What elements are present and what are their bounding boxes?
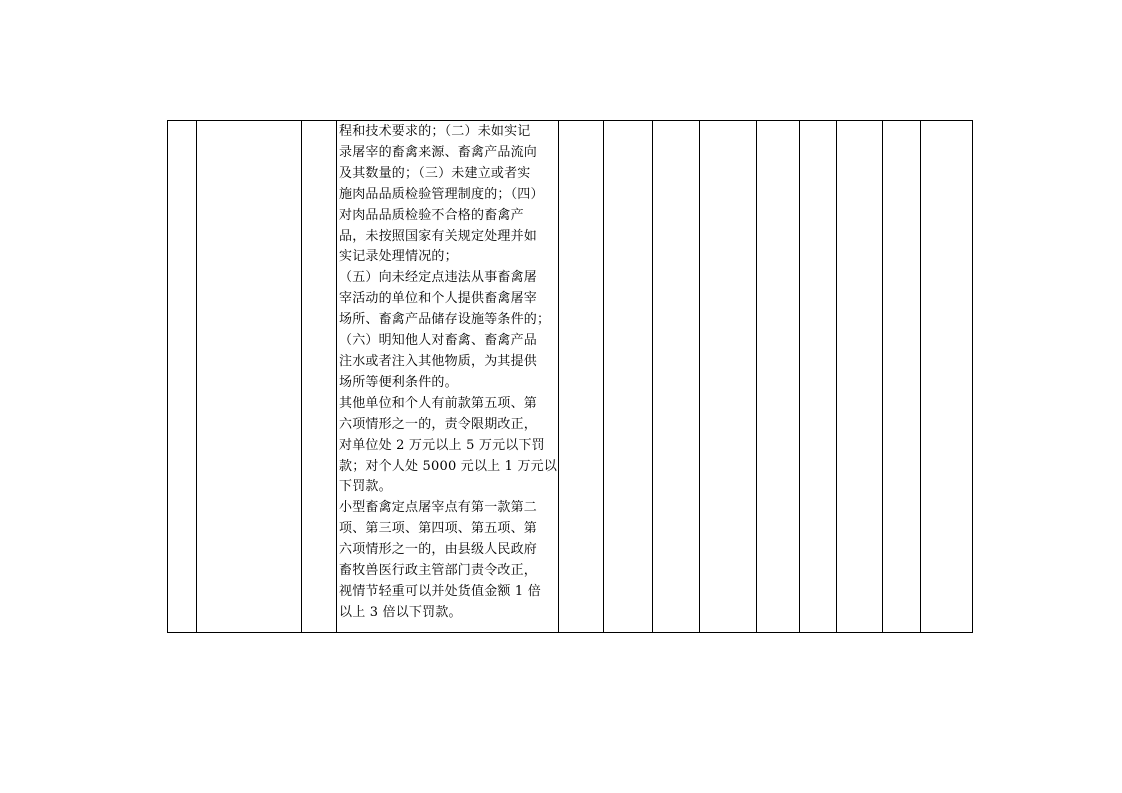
text-line: 下罚款。	[339, 479, 392, 495]
text-line: （五）向未经定点违法从事畜禽屠	[339, 270, 538, 286]
table-cell-empty	[837, 121, 883, 633]
regulation-table	[167, 120, 973, 633]
text-line: 对单位处 2 万元以上 5 万元以下罚	[339, 437, 545, 453]
table-cell-empty	[800, 121, 837, 633]
text-line: 场所等便利条件的。	[339, 374, 458, 390]
text-line: 及其数量的；（三）未建立或者实	[339, 165, 531, 181]
text-line: 其他单位和个人有前款第五项、第	[339, 395, 538, 411]
table-cell-sequence	[168, 121, 197, 633]
table-cell-empty	[559, 121, 604, 633]
table-cell-empty	[604, 121, 653, 633]
text-line: 畜牧兽医行政主管部门责令改正，	[339, 563, 538, 579]
text-line: 实记录处理情况的；	[339, 249, 458, 265]
text-line: （六）明知他人对畜禽、畜禽产品	[339, 333, 538, 349]
text-line: 注水或者注入其他物质，为其提供	[339, 353, 538, 369]
table-cell-empty	[757, 121, 800, 633]
table-cell-penalty-basis	[337, 121, 559, 633]
text-line: 视情节轻重可以并处货值金额 1 倍	[339, 583, 541, 599]
text-line: 施肉品品质检验管理制度的；（四）	[339, 186, 544, 202]
table-row	[168, 121, 973, 633]
text-line: 小型畜禽定点屠宰点有第一款第二	[339, 500, 538, 516]
table-cell-category	[302, 121, 337, 633]
table-cell-item-name	[197, 121, 302, 633]
text-line: 录屠宰的畜禽来源、畜禽产品流向	[339, 144, 538, 160]
text-line: 项、第三项、第四项、第五项、第	[339, 521, 538, 537]
text-line: 程和技术要求的；（二）未如实记	[339, 124, 531, 139]
text-line: 六项情形之一的，由县级人民政府	[339, 542, 538, 558]
text-line: 六项情形之一的，责令限期改正，	[339, 416, 538, 432]
table-cell-empty	[653, 121, 700, 633]
text-line: 款；对个人处 5000 元以上 1 万元以	[339, 458, 558, 474]
text-line: 对肉品品质检验不合格的畜禽产	[339, 207, 524, 223]
text-line: 宰活动的单位和个人提供畜禽屠宰	[339, 291, 538, 307]
text-line: 场所、畜禽产品储存设施等条件的；	[339, 312, 551, 328]
table-cell-empty	[921, 121, 973, 633]
text-line: 以上 3 倍以下罚款。	[339, 604, 462, 620]
table-cell-empty	[883, 121, 921, 633]
text-line: 品，未按照国家有关规定处理并如	[339, 228, 538, 244]
table-cell-empty	[700, 121, 757, 633]
